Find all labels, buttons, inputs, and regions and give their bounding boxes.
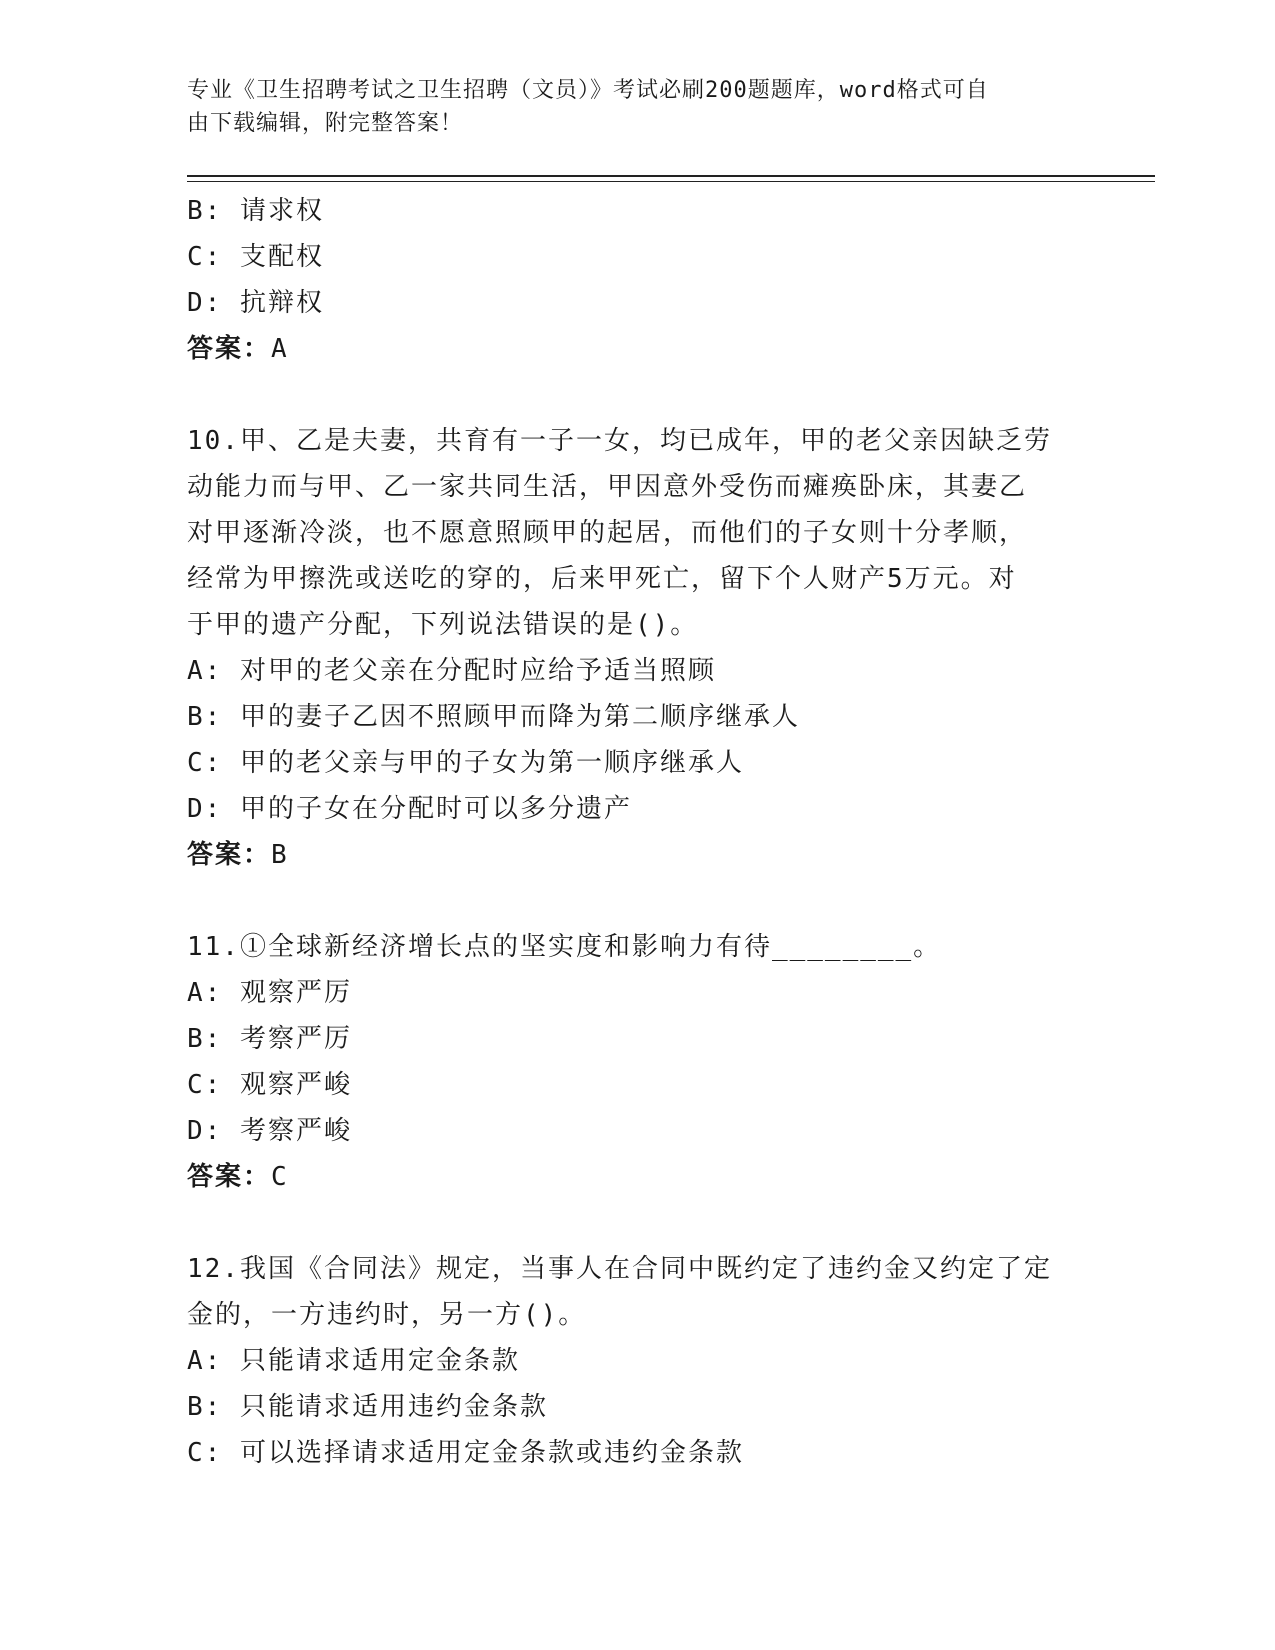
question-stem-line: 于甲的遗产分配，下列说法错误的是()。 — [187, 610, 699, 640]
option-d: D: 甲的子女在分配时可以多分遗产 — [187, 794, 632, 824]
document-header — [187, 74, 1067, 140]
option-b: B: 请求权 — [187, 196, 324, 226]
option-c: C: 支配权 — [187, 242, 324, 272]
answer-line — [187, 326, 1087, 372]
question-stem-line: 12.我国《合同法》规定，当事人在合同中既约定了违约金又约定了定 — [187, 1254, 1052, 1284]
header-line-2: 由下载编辑，附完整答案！ — [187, 111, 464, 136]
answer-line — [187, 1154, 1087, 1200]
answer-label: 答案： — [187, 334, 272, 364]
question-12 — [187, 1246, 1087, 1476]
option-b: B: 只能请求适用违约金条款 — [187, 1392, 548, 1422]
question-11 — [187, 924, 1087, 1200]
option-a: A: 对甲的老父亲在分配时应给予适当照顾 — [187, 656, 716, 686]
option-d: D: 考察严峻 — [187, 1116, 352, 1146]
option-a: A: 只能请求适用定金条款 — [187, 1346, 520, 1376]
answer-value: C — [271, 1162, 289, 1192]
option-c: C: 观察严峻 — [187, 1070, 352, 1100]
answer-label: 答案： — [187, 840, 272, 870]
spacer — [187, 1200, 1087, 1246]
question-stem-line: 金的，一方违约时，另一方()。 — [187, 1300, 587, 1330]
option-c: C: 甲的老父亲与甲的子女为第一顺序继承人 — [187, 748, 744, 778]
spacer — [187, 878, 1087, 924]
question-stem-line: 对甲逐渐冷淡，也不愿意照顾甲的起居，而他们的子女则十分孝顺， — [187, 518, 1028, 548]
question-9-continued — [187, 188, 1087, 372]
spacer — [187, 372, 1087, 418]
question-stem-line: 动能力而与甲、乙一家共同生活，甲因意外受伤而瘫痪卧床，其妻乙 — [187, 472, 1028, 502]
header-line-1: 专业《卫生招聘考试之卫生招聘（文员）》考试必刷200题题库，word格式可自 — [187, 78, 989, 103]
answer-line — [187, 832, 1087, 878]
question-list — [187, 188, 1087, 1476]
answer-label: 答案： — [187, 1162, 272, 1192]
header-divider-thin — [187, 181, 1155, 182]
question-stem-line: 11.①全球新经济增长点的坚实度和影响力有待________。 — [187, 932, 942, 962]
answer-value: A — [271, 334, 289, 364]
option-c: C: 可以选择请求适用定金条款或违约金条款 — [187, 1438, 744, 1468]
option-a: A: 观察严厉 — [187, 978, 352, 1008]
answer-value: B — [271, 840, 289, 870]
option-b: B: 考察严厉 — [187, 1024, 352, 1054]
question-stem-line: 经常为甲擦洗或送吃的穿的，后来甲死亡，留下个人财产5万元。对 — [187, 564, 1017, 594]
question-10 — [187, 418, 1087, 878]
question-stem-line: 10.甲、乙是夫妻，共育有一子一女，均已成年，甲的老父亲因缺乏劳 — [187, 426, 1052, 456]
option-d: D: 抗辩权 — [187, 288, 324, 318]
header-divider-thick — [187, 175, 1155, 177]
option-b: B: 甲的妻子乙因不照顾甲而降为第二顺序继承人 — [187, 702, 800, 732]
